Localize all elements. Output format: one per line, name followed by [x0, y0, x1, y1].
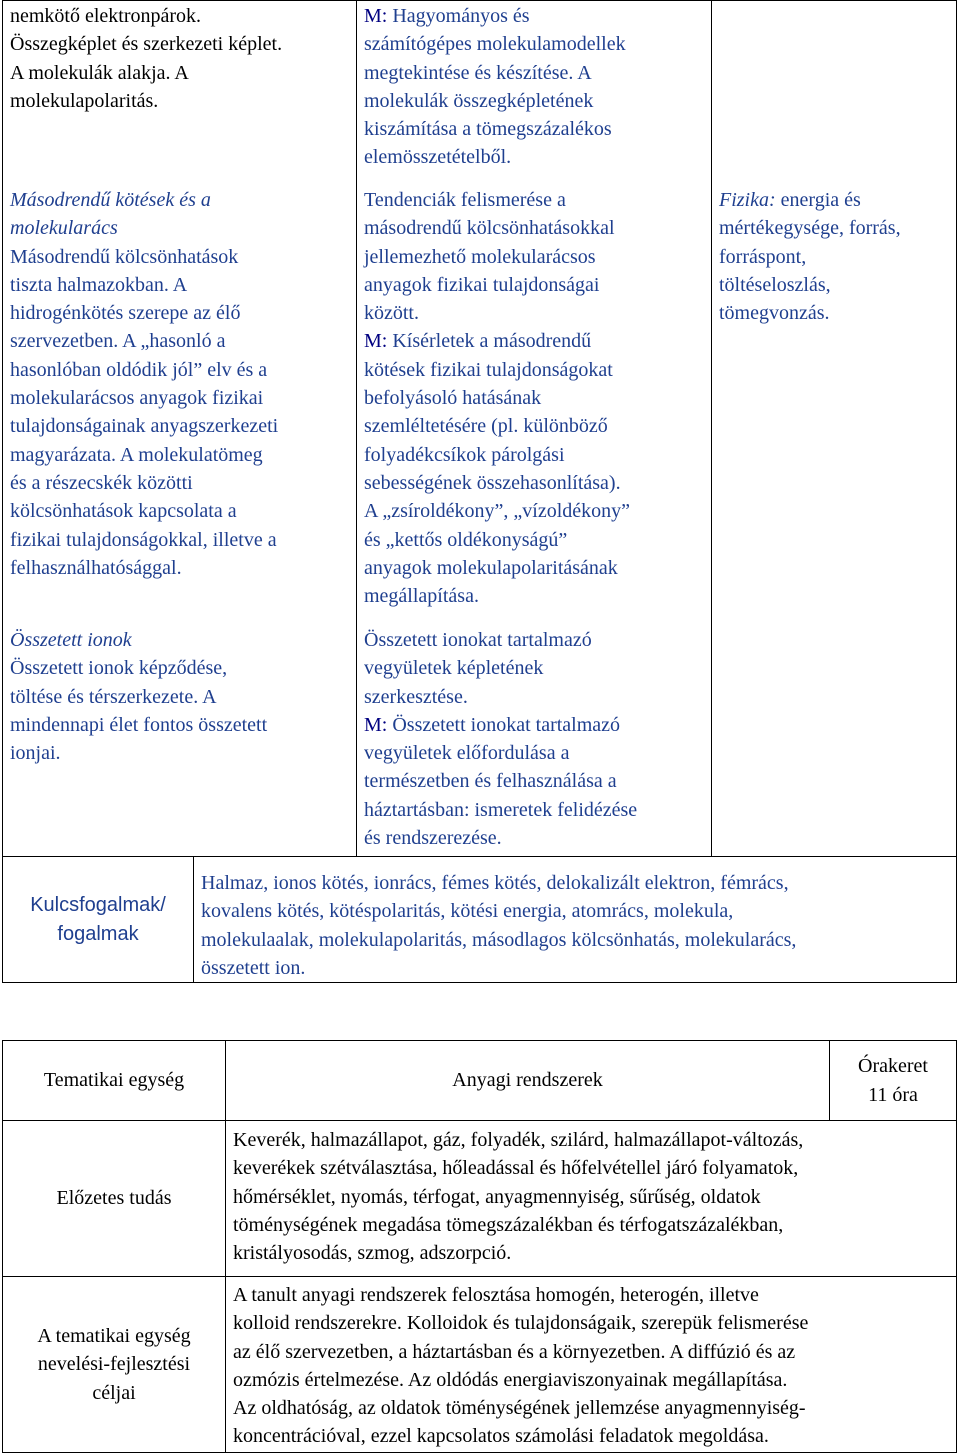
row1-line: nemkötő elektronpárok. — [10, 5, 202, 27]
row3-activity-line: természetben és felhasználása a — [364, 770, 617, 793]
keywords-line: kovalens kötés, kötéspolaritás, kötési energia, atomrács, molekula, — [201, 900, 734, 923]
prior-line: töménységének megadása tömegszázalékban és térfogatszázalékban, — [233, 1213, 784, 1236]
row2-line: Másodrendű kölcsönhatások — [10, 245, 239, 268]
row2-activity-line: között. — [364, 302, 419, 325]
row2-content — [10, 186, 354, 582]
row2-line: molekularácsos anyagok fizikai — [10, 387, 264, 410]
row3-activity-line: és rendszerezése. — [364, 827, 502, 850]
section-title: Másodrendű kötések és a — [10, 189, 211, 211]
prior-label — [3, 1121, 225, 1276]
row1-activity-line: számítógépes molekulamodellek — [364, 33, 626, 56]
row2-line: felhasználhatósággal. — [10, 556, 182, 579]
row2-line: fizikai tulajdonságokkal, illetve a — [10, 528, 277, 551]
goals-label — [3, 1277, 225, 1452]
unit-label — [3, 1041, 225, 1120]
row2-activity-line: megállapítása. — [364, 585, 479, 608]
row3-activity-line: Összetett ionokat tartalmazó — [364, 629, 592, 651]
row2-activity-line: anyagok molekulapolaritásának — [364, 556, 618, 579]
row2-activity-line: kötések fizikai tulajdonságokat — [364, 358, 613, 381]
row3-activity-line: szerkesztése. — [364, 685, 468, 708]
hours-label: Órakeret — [858, 1055, 928, 1078]
row2-activity-line: jellemezhető molekularácsos — [364, 245, 596, 268]
subject-prefix: Fizika: — [719, 189, 776, 211]
row3-line: töltése és térszerkezete. A — [10, 685, 217, 708]
row2-line: hidrogénkötés szerepe az élő — [10, 302, 241, 325]
row2-line: tulajdonságainak anyagszerkezeti — [10, 415, 279, 438]
keywords-line: Halmaz, ionos kötés, ionrács, fémes kötés, delokalizált elektron, fémrács, — [201, 872, 789, 894]
keywords-label — [3, 857, 193, 982]
row2-line: kölcsönhatások kapcsolata a — [10, 500, 237, 523]
unit-label-text: Tematikai egység — [43, 1069, 185, 1092]
table1-col-divider-2 — [711, 0, 712, 856]
row1-line: A molekulák alakja. A — [10, 61, 189, 84]
keywords-label-line: Kulcsfogalmak/ — [30, 894, 166, 917]
row1-activity-line: elemösszetételből. — [364, 146, 512, 169]
goals-label-line: A tematikai egység — [37, 1325, 191, 1348]
connection-line: mértékegysége, forrás, — [719, 217, 901, 240]
keywords-text — [201, 869, 953, 982]
row2-activity-line: A „zsíroldékony”, „vízoldékony” — [364, 500, 631, 523]
row1-content — [10, 2, 354, 115]
row3-activity-line: háztartásban: ismeretek felidézése — [364, 798, 638, 821]
row2-line: és a részecskék közötti — [10, 471, 193, 494]
row2-activity-line: folyadékcsíkok párolgási — [364, 443, 565, 466]
row3-activity-line: Összetett ionokat tartalmazó — [387, 713, 621, 736]
table1-keywords-divider — [193, 856, 194, 983]
goals-line: ozmózis értelmezése. Az oldódás energiaviszonyainak megállapítása. — [233, 1368, 788, 1391]
unit-title-text: Anyagi rendszerek — [452, 1069, 603, 1092]
connection-line: forráspont, — [719, 245, 807, 268]
row1-activity-line: megtekintése és készítése. A — [364, 61, 592, 84]
goals-line: koncentrációval, ezzel kapcsolatos számolási feladatok megoldása. — [233, 1425, 769, 1448]
row1-activities — [364, 2, 709, 172]
keywords-label-line: fogalmak — [57, 922, 139, 945]
row2-activity-line: sebességének összehasonlítása). — [364, 471, 621, 494]
row2-line: hasonlóban oldódik jól” elv és a — [10, 358, 268, 381]
hours-box — [830, 1041, 956, 1120]
goals-line: kolloid rendszerekre. Kolloidok és tulajdonságaik, szerepük felismerése — [233, 1312, 809, 1335]
connection-line: energia és — [775, 189, 861, 211]
goals-label-line: nevelési-fejlesztési — [37, 1353, 191, 1376]
connection-line: tömegvonzás. — [719, 302, 830, 325]
prior-line: hőmérséklet, nyomás, térfogat, anyagmennyiség, sűrűség, oldatok — [233, 1185, 761, 1208]
row2-activity-line: Kísérletek a másodrendű — [387, 330, 592, 353]
section-title: molekularács — [10, 217, 118, 240]
goals-line: az élő szervezetben, a háztartásban és a környezetben. A diffúzió és az — [233, 1340, 796, 1363]
row1-line: Összegképlet és szerkezeti képlet. — [10, 33, 283, 56]
row2-activities — [364, 186, 709, 610]
hours-value: 11 óra — [868, 1083, 918, 1106]
row3-line: Összetett ionok képződése, — [10, 657, 228, 680]
method-prefix: M: — [364, 713, 388, 736]
row2-activity-line: befolyásoló hatásának — [364, 387, 542, 410]
row2-activity-line: szemléltetésére (pl. különböző — [364, 415, 608, 438]
method-prefix: M: — [364, 5, 388, 27]
row1-activity-line: molekulák összegképletének — [364, 89, 594, 112]
method-prefix: M: — [364, 330, 388, 353]
row2-activity-line: és „kettős oldékonyságú” — [364, 528, 568, 551]
goals-line: Az oldhatóság, az oldatok töménységének jellemzése anyagmennyiség- — [233, 1397, 806, 1420]
table1-col-divider-1 — [356, 0, 357, 856]
row2-line: tiszta halmazokban. A — [10, 273, 188, 296]
unit-title — [226, 1041, 829, 1120]
prior-line: keverékek szétválasztása, hőleadással és hőfelvétellel járó folyamatok, — [233, 1157, 799, 1180]
prior-label-text: Előzetes tudás — [56, 1187, 172, 1210]
row1-activity-line: Hagyományos és — [387, 5, 530, 27]
keywords-line: molekulaalak, molekulapolaritás, másodlagos kölcsönhatás, molekularács, — [201, 928, 797, 951]
section-title: Összetett ionok — [10, 629, 132, 651]
keywords-line: összetett ion. — [201, 956, 306, 979]
prior-line: kristályosodás, szmog, adszorpció. — [233, 1242, 512, 1265]
row2-activity-line: másodrendű kölcsönhatásokkal — [364, 217, 615, 240]
goals-text — [233, 1281, 953, 1451]
row1-activity-line: kiszámítása a tömegszázalékos — [364, 118, 612, 141]
prior-line: Keverék, halmazállapot, gáz, folyadék, szilárd, halmazállapot-változás, — [233, 1129, 804, 1151]
row2-activity-line: Tendenciák felismerése a — [364, 189, 566, 211]
row2-line: szervezetben. A „hasonló a — [10, 330, 226, 353]
row2-connections — [719, 186, 955, 327]
row3-activity-line: vegyületek képletének — [364, 657, 544, 680]
row3-activities — [364, 626, 709, 852]
row3-content — [10, 626, 354, 767]
row3-line: ionjai. — [10, 742, 61, 765]
row2-line: magyarázata. A molekulatömeg — [10, 443, 263, 466]
goals-label-line: céljai — [92, 1381, 136, 1404]
row3-line: mindennapi élet fontos összetett — [10, 713, 268, 736]
row3-activity-line: vegyületek előfordulása a — [364, 742, 570, 765]
prior-text — [233, 1126, 953, 1267]
connection-line: töltéseloszlás, — [719, 273, 831, 296]
row1-line: molekulapolaritás. — [10, 89, 159, 112]
row2-activity-line: anyagok fizikai tulajdonságai — [364, 273, 600, 296]
goals-line: A tanult anyagi rendszerek felosztása homogén, heterogén, illetve — [233, 1284, 759, 1306]
